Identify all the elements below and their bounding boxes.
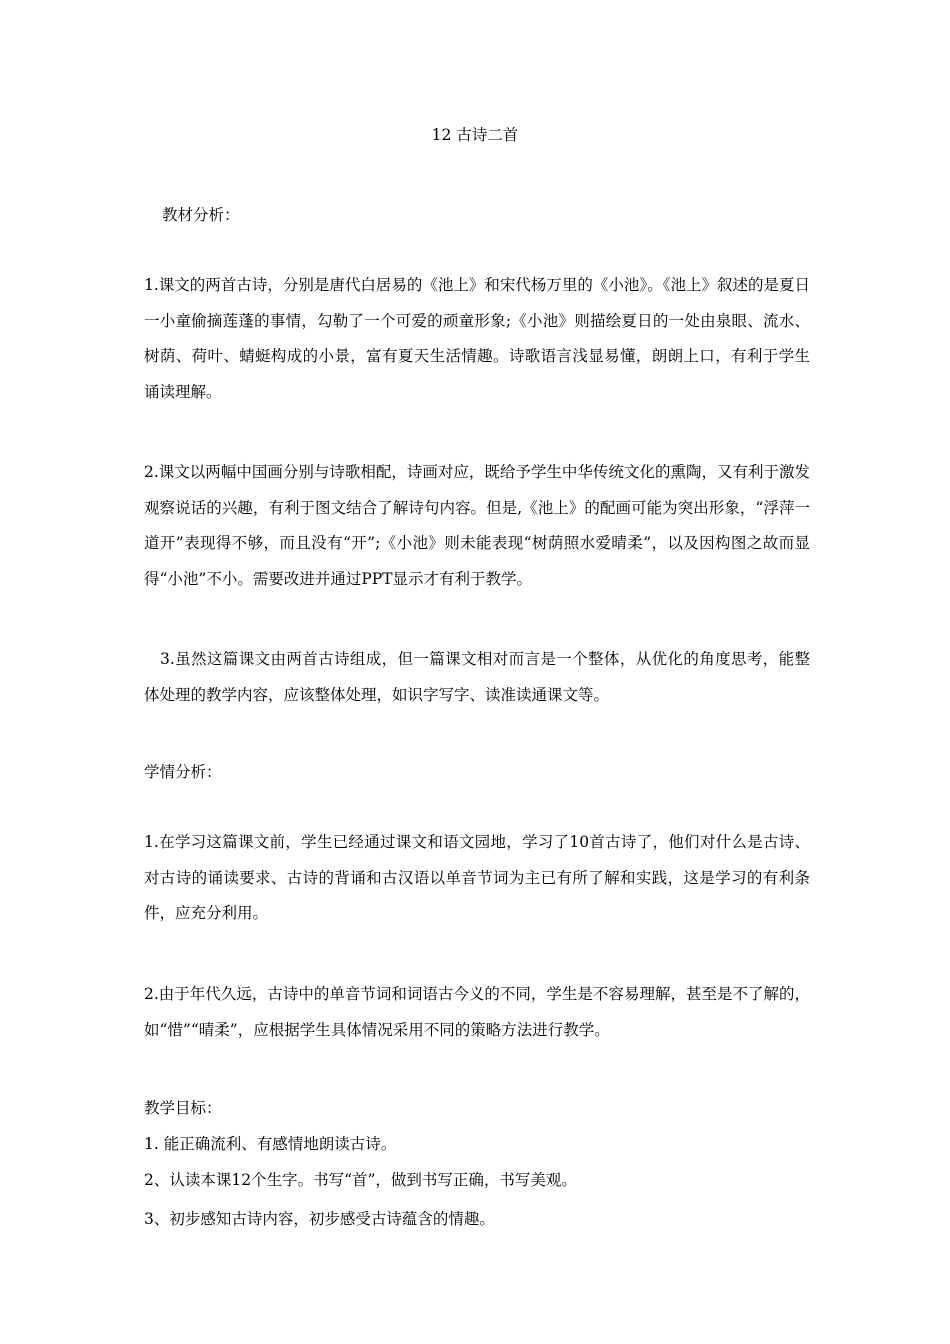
textbook-paragraph-1: 1.课文的两首古诗，分别是唐代白居易的《池上》和宋代杨万里的《小池》。《池上》叙述的是夏日一小童偷摘莲蓬的事情，勾勒了一个可爱的顽童形象;《小池》则描绘夏日的一处由泉眼、流水、树荫、荷叶、蜻蜓构成的小景，富有夏天生活情趣。诗歌语言浅显易懂，朗朗上口，有利于学生诵读理解。 xyxy=(144,276,810,401)
document-title: 12 古诗二首 xyxy=(431,126,519,144)
teaching-goal-1: 1. 能正确流利、有感情地朗读古诗。 xyxy=(144,1135,397,1153)
teaching-goals-heading: 教学目标： xyxy=(144,1099,222,1117)
learner-paragraph-1: 1.在学习这篇课文前，学生已经通过课文和语文园地，学习了10首古诗了，他们对什么是古诗、对古诗的诵读要求、古诗的背诵和古汉语以单音节词为主已有所了解和实践，这是学习的有利条件，应充分利用。 xyxy=(144,833,810,922)
teaching-goal-2: 2、认读本课12个生字。书写“首”，做到书写正确，书写美观。 xyxy=(144,1171,577,1189)
learner-paragraph-2: 2.由于年代久远，古诗中的单音节词和词语古今义的不同，学生是不容易理解，甚至是不了解的，如“惜”“晴柔”，应根据学生具体情况采用不同的策略方法进行教学。 xyxy=(144,985,810,1039)
textbook-paragraph-2: 2.课文以两幅中国画分别与诗歌相配，诗画对应，既给予学生中华传统文化的熏陶，又有利于激发观察说话的兴趣，有利于图文结合了解诗句内容。但是,《池上》的配画可能为突出形象，“浮萍一道开”表现得不够，而且没有“开”;《小池》则未能表现“树荫照水爱晴柔”，以及因构图之故而显得“小池”不小。需要改进并通过PPT显示才有利于教学。 xyxy=(144,463,810,588)
teaching-goal-3: 3、初步感知古诗内容，初步感受古诗蕴含的情趣。 xyxy=(144,1210,495,1228)
learner-analysis-heading: 学情分析： xyxy=(144,763,222,781)
textbook-paragraph-3: 3.虽然这篇课文由两首古诗组成，但一篇课文相对而言是一个整体，从优化的角度思考，能整体处理的教学内容，应该整体处理，如识字写字、读准读通课文等。 xyxy=(144,650,810,704)
textbook-analysis-heading: 教材分析： xyxy=(162,206,240,224)
